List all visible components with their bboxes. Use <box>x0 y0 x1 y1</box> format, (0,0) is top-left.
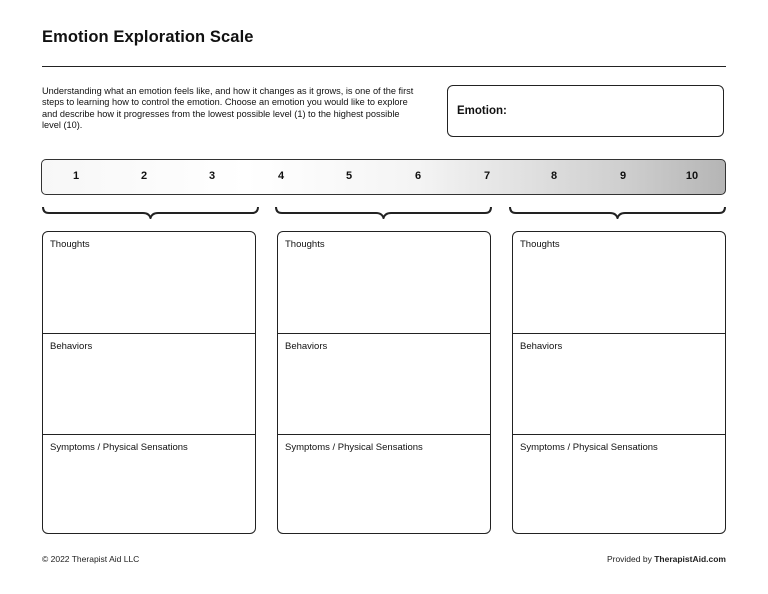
provided-by-text: Provided by <box>606 554 652 564</box>
title-divider <box>42 66 726 67</box>
scale-level-3: 3 <box>208 170 216 182</box>
section-label: Behaviors <box>520 341 563 352</box>
page-title: Emotion Exploration Scale <box>42 28 254 46</box>
intensity-scale <box>41 159 726 195</box>
provided-by <box>607 554 726 564</box>
behaviors-field[interactable] <box>513 333 725 434</box>
brace-low <box>42 205 259 219</box>
brace-high <box>509 205 726 219</box>
behaviors-field[interactable] <box>278 333 490 434</box>
scale-level-5: 5 <box>345 170 353 182</box>
scale-level-4: 4 <box>277 170 285 182</box>
column-mid <box>277 231 491 534</box>
scale-level-7: 7 <box>483 170 491 182</box>
scale-level-6: 6 <box>414 170 422 182</box>
scale-level-1: 1 <box>72 170 80 182</box>
column-high <box>512 231 726 534</box>
symptoms-field[interactable] <box>278 434 490 534</box>
thoughts-field[interactable] <box>513 232 725 333</box>
scale-level-2: 2 <box>140 170 148 182</box>
scale-level-9: 9 <box>619 170 627 182</box>
thoughts-field[interactable] <box>278 232 490 333</box>
scale-level-10: 10 <box>685 170 699 182</box>
section-label: Thoughts <box>285 239 325 250</box>
symptoms-field[interactable] <box>513 434 725 534</box>
thoughts-field[interactable] <box>43 232 255 333</box>
scale-level-8: 8 <box>550 170 558 182</box>
behaviors-field[interactable] <box>43 333 255 434</box>
section-label: Behaviors <box>50 341 93 352</box>
column-low <box>42 231 256 534</box>
emotion-label: Emotion: <box>457 105 507 117</box>
section-label: Thoughts <box>520 239 560 250</box>
brand-link[interactable]: TherapistAid.com <box>654 554 726 564</box>
section-label: Thoughts <box>50 239 90 250</box>
section-label: Symptoms / Physical Sensations <box>520 442 658 453</box>
section-label: Symptoms / Physical Sensations <box>285 442 423 453</box>
brace-mid <box>275 205 492 219</box>
emotion-field[interactable] <box>447 85 724 137</box>
copyright: © 2022 Therapist Aid LLC <box>42 554 140 564</box>
intro-text: Understanding what an emotion feels like, and how it changes as it grows, is one of the first steps to learning how to control the emotion. Choose an emotion you would like to explore and describe how it progresses from the lowest possible level (1) to the highest possible level (10). <box>42 86 414 130</box>
section-label: Symptoms / Physical Sensations <box>50 442 188 453</box>
section-label: Behaviors <box>285 341 328 352</box>
symptoms-field[interactable] <box>43 434 255 534</box>
